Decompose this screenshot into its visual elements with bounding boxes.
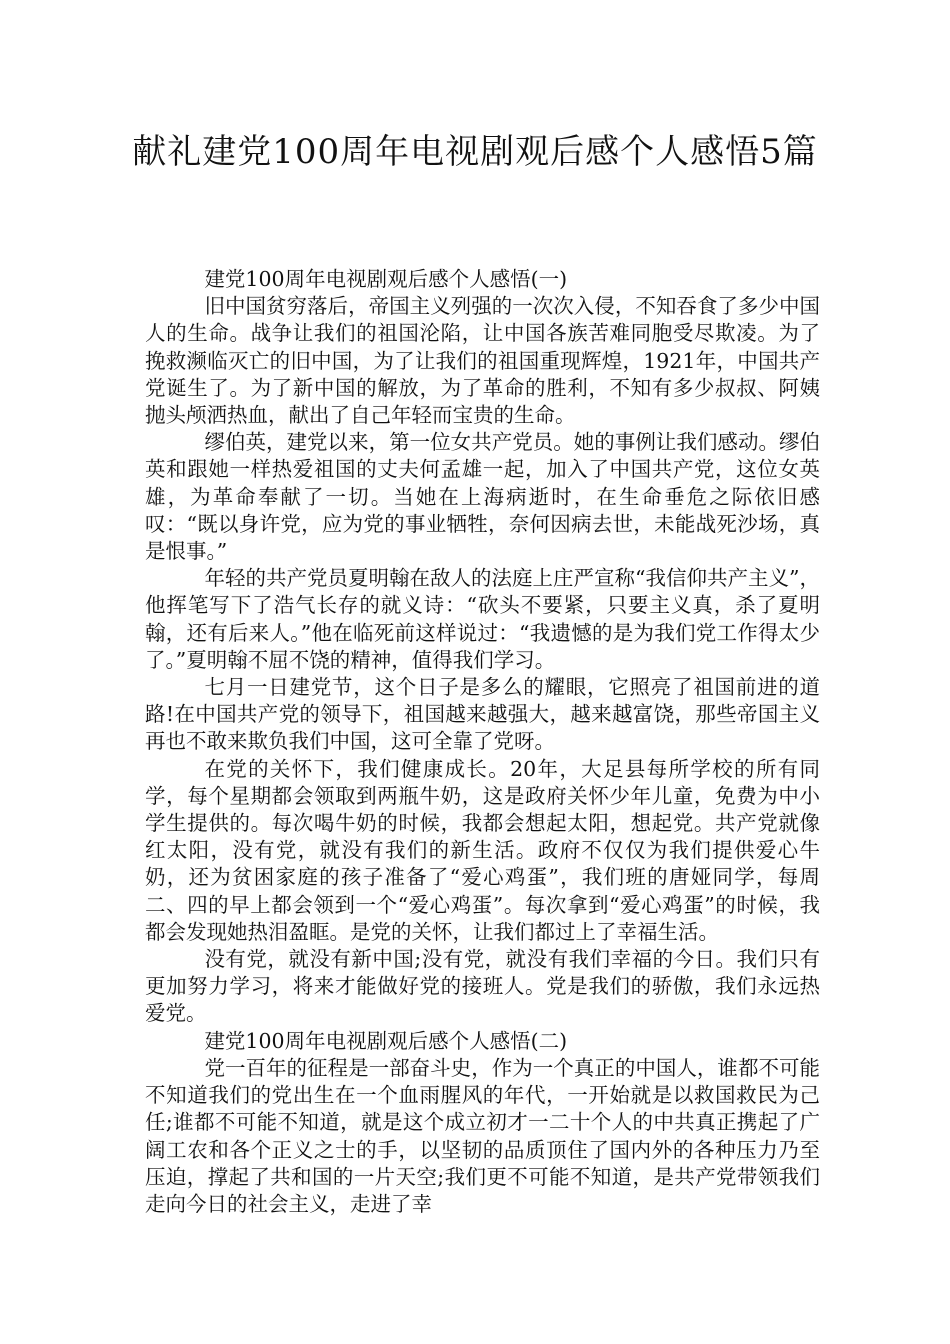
- body-paragraph: 旧中国贫穷落后，帝国主义列强的一次次入侵，不知吞食了多少中国人的生命。战争让我们的祖国沦陷，让中国各族苦难同胞受尽欺凌。为了挽救濒临灭亡的旧中国，为了让我们的祖国重现辉煌，1921年，中国共产党诞生了。为了新中国的解放，为了革命的胜利，不知有多少叔叔、阿姨抛头颅洒热血，献出了自己年轻而宝贵的生命。: [145, 294, 820, 428]
- body-paragraph: 七月一日建党节，这个日子是多么的耀眼，它照亮了祖国前进的道路!在中国共产党的领导下，祖国越来越强大，越来越富饶，那些帝国主义再也不敢来欺负我们中国，这可全靠了党呀。: [145, 675, 820, 754]
- body-paragraph: 年轻的共产党员夏明翰在敌人的法庭上庄严宣称“我信仰共产主义”，他挥笔写下了浩气长存的就义诗：“砍头不要紧，只要主义真，杀了夏明翰，还有后来人。”他在临死前这样说过：“我遗憾的是为我们党工作得太少了。”夏明翰不屈不饶的精神，值得我们学习。: [145, 566, 820, 672]
- section-heading-2: 建党100周年电视剧观后感个人感悟(二): [204, 1028, 568, 1053]
- document-title: 献礼建党100周年电视剧观后感个人感悟5篇: [132, 132, 818, 172]
- body-paragraph: 没有党，就没有新中国;没有党，就没有我们幸福的今日。我们只有更加努力学习，将来才能做好党的接班人。党是我们的骄傲，我们永远热爱党。: [145, 947, 820, 1026]
- body-paragraph: 缪伯英，建党以来，第一位女共产党员。她的事例让我们感动。缪伯英和跟她一样热爱祖国的丈夫何孟雄一起，加入了中国共产党，这位女英雄，为革命奉献了一切。当她在上海病逝时，在生命垂危之际依旧感叹：“既以身许党，应为党的事业牺牲，奈何因病去世，未能战死沙场，真是恨事。”: [145, 430, 820, 564]
- section-heading-1: 建党100周年电视剧观后感个人感悟(一): [204, 267, 568, 291]
- document-body: [145, 266, 820, 1218]
- body-paragraph: 党一百年的征程是一部奋斗史，作为一个真正的中国人，谁都不可能不知道我们的党出生在一个血雨腥风的年代，一开始就是以救国救民为己任;谁都不可能不知道，就是这个成立初才一二十个人的中共真正携起了广阔工农和各个正义之士的手，以坚韧的品质顶住了国内外的各种压力乃至压迫，撑起了共和国的一片天空;我们更不可能不知道，是共产党带领我们走向今日的社会主义，走进了幸: [145, 1055, 820, 1216]
- body-paragraph: 在党的关怀下，我们健康成长。20年，大足县每所学校的所有同学，每个星期都会领取到两瓶牛奶，这是政府关怀少年儿童，免费为中小学生提供的。每次喝牛奶的时候，我都会想起太阳，想起党。共产党就像红太阳，没有党，就没有我们的新生活。政府不仅仅为我们提供爱心牛奶，还为贫困家庭的孩子准备了“爱心鸡蛋”，我们班的唐娅同学，每周二、四的早上都会领到一个“爱心鸡蛋”。每次拿到“爱心鸡蛋”的时候，我都会发现她热泪盈眶。是党的关怀，让我们都过上了幸福生活。: [145, 756, 820, 944]
